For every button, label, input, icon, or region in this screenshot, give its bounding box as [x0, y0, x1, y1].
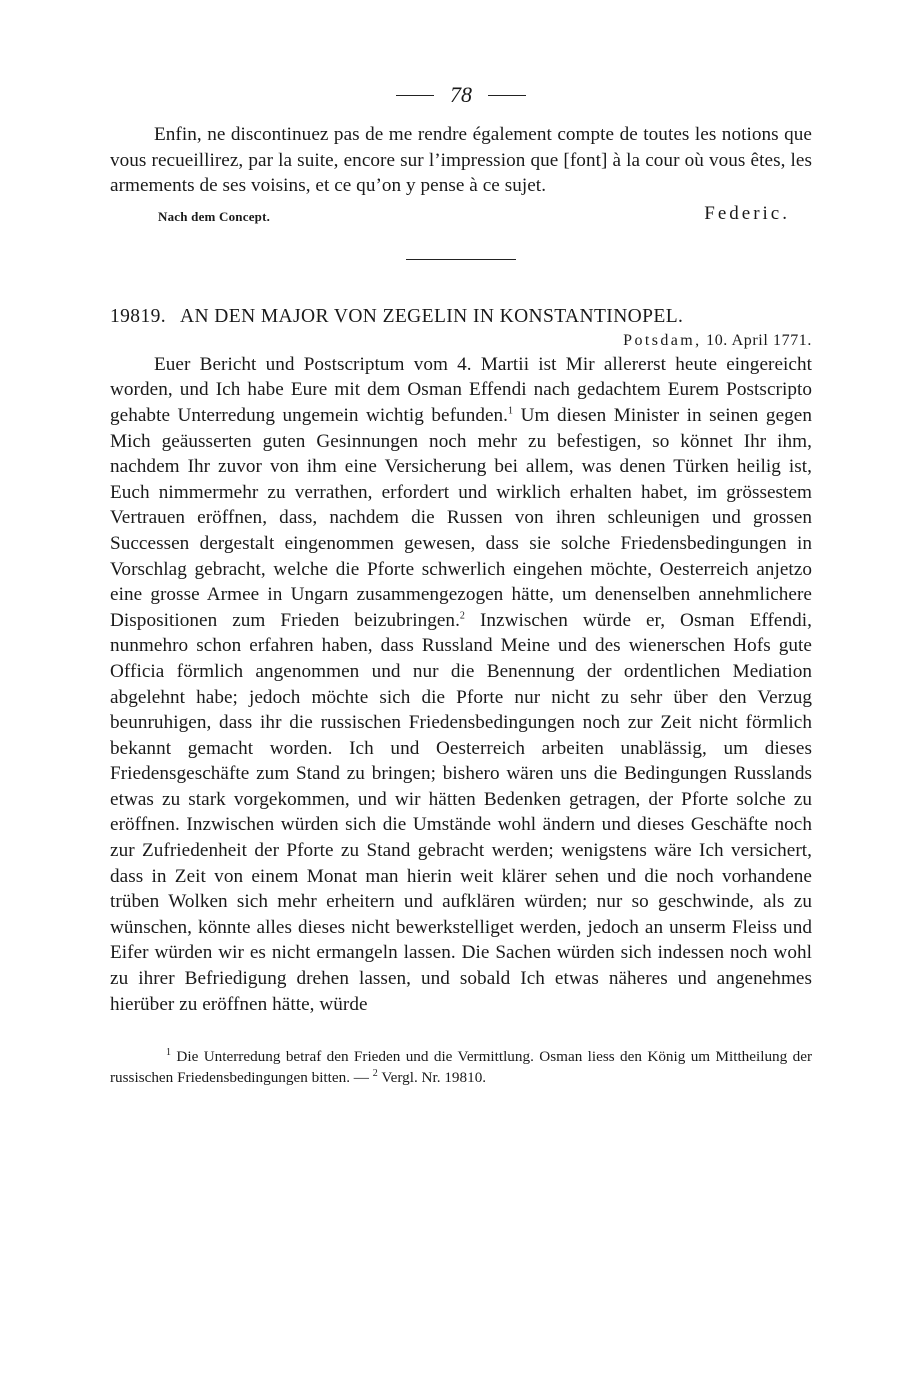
closing-paragraph: Enfin, ne discontinuez pas de me rendre également compte de toutes les notions que vous recueillirez, par la suite, encore sur l’impression que [font] à la cour où vous êtes, les armements de ses voisins, et ce qu’on y pense à ce sujet. — [110, 124, 812, 197]
letter-body-part-1: Euer Bericht und Postscriptum vom 4. Martii ist Mir allererst heute eingereicht worden, und Ich habe Eure mit dem Osman Effendi nach gedachtem Eurem Postscripto gehabte Unterredung ungemein wichtig befunden. — [110, 353, 812, 426]
section-divider — [406, 259, 516, 260]
document-number: 19819. — [110, 305, 167, 327]
footnote-mark-2: 2 — [372, 1067, 378, 1079]
footnote-text-2: Vergl. Nr. 19810. — [381, 1069, 487, 1087]
letter-body-part-3: Inzwischen würde er, Osman Effendi, nunmehro schon erfahren haben, dass Russland Meine und des wienerschen Hofs gute Officia förmlich angenommen und nur die Benennung der ordentlichen Mediation abgelehnt habe; jedoch möchte sich die Pforte nur nicht zu sehr über den Verzug beunruhigen, dass ihr die russischen Friedensbedingungen noch zur Zeit nicht förmlich bekannt gemacht worden. Ich und Oesterreich arbeiten unablässig, um dieses Friedensgeschäfte zum Stand zu bringen; bishero wären uns die Bedingungen Russlands etwas zu stark vorgekommen, und wir hätten Bedenken getragen, der Pforte solche zu eröffnen. Inzwischen würden sich die Umstände wohl ändern und dieses Geschäfte noch zur Zufriedenheit der Pforte zu Stand gebracht werden; wenigstens wäre Ich versichert, dass in Zeit von einem Monat man hierin weit klärer sehen und die noch vorhandene trüben Wolken sich mehr erheitern und aufklären würden; nur so geschwinde, als zu wünschen, könnte alles dieses nicht bewerkstelliget werden, jedoch an unserm Fleiss und Eifer würden wir es nicht ermangeln lassen. Die Sachen würden sich indessen noch wohl zu ihrer Befriedigung drehen lassen, und sobald Ich etwas näheres und angenehmes hierüber zu eröffnen hätte, würde — [110, 609, 812, 1015]
page — [110, 82, 812, 1089]
letter-body-part-2: Um diesen Minister in seinen gegen Mich geäusserten guten Gesinnungen noch mehr zu befestigen, so könnet Ihr ihm, nachdem Ihr zuvor von ihm eine Versicherung bei allem, was denen Türken heilig ist, Euch nimmermehr zu verrathen, erfordert und wirklich erhalten habet, im grössestem Vertrauen eröffnen, dass, nachdem die Russen von ihren schleunigen und grossen Successen dergestalt eingenommen gewesen, dass sie solche Friedensbedingungen in Vorschlag gebracht, welche die Pforte schwerlich eingehen möchte, Oesterreich anjetzo eine grosse Armee in Ungarn zusammengezogen hätte, um denenselben annehmlichere Dispositionen zum Frieden beizubringen. — [110, 404, 812, 631]
letter-body — [110, 352, 812, 1017]
source-note: Nach dem Concept. — [158, 208, 271, 224]
footnote-ref-2: 2 — [459, 610, 465, 622]
footnote — [110, 1047, 812, 1089]
footnote-ref-1: 1 — [508, 405, 514, 417]
signature: Federic. — [704, 202, 790, 224]
dateline-date: 10. April 1771. — [706, 331, 812, 349]
footnote-mark-1: 1 — [166, 1047, 171, 1059]
dateline — [110, 332, 812, 350]
footnote-text-1: Die Unterredung betraf den Frieden und die Vermittlung. Osman liess den König um Mittheilung der russischen Friedensbedingungen bitten. — — [110, 1048, 812, 1087]
header-dash-left — [396, 95, 434, 96]
page-header — [110, 82, 812, 122]
source-signature-row — [110, 201, 812, 231]
document-title: AN DEN MAJOR VON ZEGELIN IN KONSTANTINOPEL. — [180, 305, 684, 327]
document-heading — [110, 306, 812, 328]
dateline-place: Potsdam, — [623, 331, 702, 349]
page-number: 78 — [450, 82, 472, 107]
footnotes — [110, 1047, 812, 1089]
header-dash-right — [488, 95, 526, 96]
